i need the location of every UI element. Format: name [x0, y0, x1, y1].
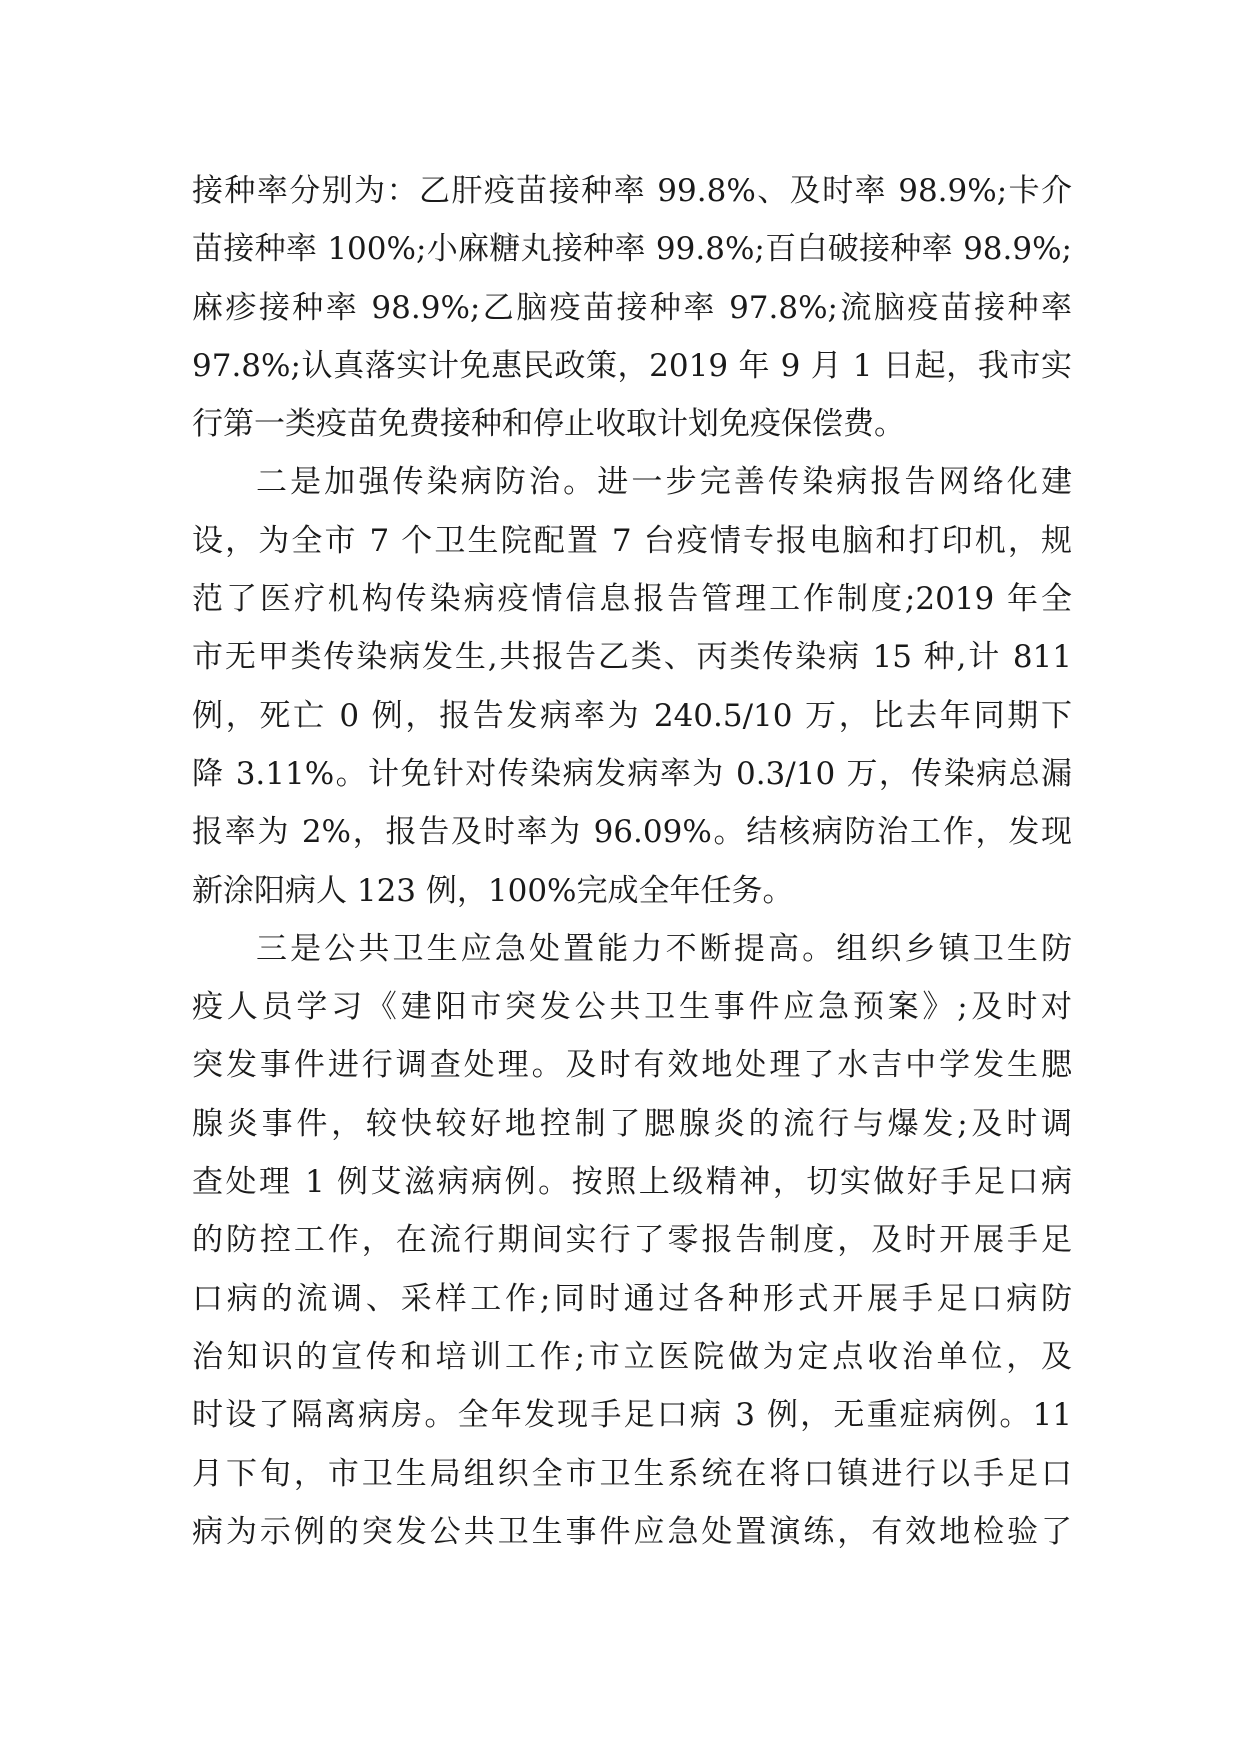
text-line: 麻疹接种率 98.9%;乙脑疫苗接种率 97.8%;流脑疫苗接种率: [192, 289, 1072, 326]
paragraph-first-line: 三是公共卫生应急处置能力不断提高。组织乡镇卫生防: [256, 930, 1072, 967]
text-line: 接种率分别为：乙肝疫苗接种率 99.8%、及时率 98.9%;卡介: [192, 173, 1072, 209]
text-line: 月下旬，市卫生局组织全市卫生系统在将口镇进行以手足口: [192, 1455, 1072, 1492]
text-line: 突发事件进行调查处理。及时有效地处理了水吉中学发生腮: [192, 1047, 1072, 1084]
text-line: 范了医疗机构传染病疫情信息报告管理工作制度;2019 年全: [192, 581, 1072, 618]
text-line: 查处理 1 例艾滋病病例。按照上级精神，切实做好手足口病: [192, 1164, 1072, 1201]
text-line: 行第一类疫苗免费接种和停止收取计划免疫保偿费。: [192, 406, 905, 443]
text-line: 市无甲类传染病发生,共报告乙类、丙类传染病 15 种,计 811: [192, 639, 1072, 676]
body-text: [192, 162, 1072, 1561]
text-line: 降 3.11%。计免针对传染病发病率为 0.3/10 万，传染病总漏: [192, 755, 1072, 792]
text-line: 腺炎事件，较快较好地控制了腮腺炎的流行与爆发;及时调: [192, 1105, 1072, 1142]
text-line: 治知识的宣传和培训工作;市立医院做为定点收治单位，及: [192, 1338, 1072, 1375]
text-line: 报率为 2%，报告及时率为 96.09%。结核病防治工作，发现: [192, 814, 1072, 851]
text-line: 疫人员学习《建阳市突发公共卫生事件应急预案》;及时对: [192, 989, 1072, 1026]
text-line: 苗接种率 100%;小麻糖丸接种率 99.8%;百白破接种率 98.9%;: [192, 231, 1072, 268]
text-line: 设，为全市 7 个卫生院配置 7 台疫情专报电脑和打印机，规: [192, 522, 1072, 559]
text-line: 的防控工作，在流行期间实行了零报告制度，及时开展手足: [192, 1222, 1072, 1259]
text-line: 病为示例的突发公共卫生事件应急处置演练，有效地检验了: [192, 1513, 1072, 1550]
text-line: 新涂阳病人 123 例，100%完成全年任务。: [192, 872, 794, 909]
text-line: 口病的流调、采样工作;同时通过各种形式开展手足口病防: [192, 1280, 1072, 1317]
text-line: 97.8%;认真落实计免惠民政策，2019 年 9 月 1 日起，我市实: [192, 347, 1072, 384]
text-line: 时设了隔离病房。全年发现手足口病 3 例，无重症病例。11: [192, 1397, 1072, 1434]
paragraph-first-line: 二是加强传染病防治。进一步完善传染病报告网络化建: [256, 464, 1072, 501]
text-line: 例，死亡 0 例，报告发病率为 240.5/10 万，比去年同期下: [192, 697, 1072, 734]
